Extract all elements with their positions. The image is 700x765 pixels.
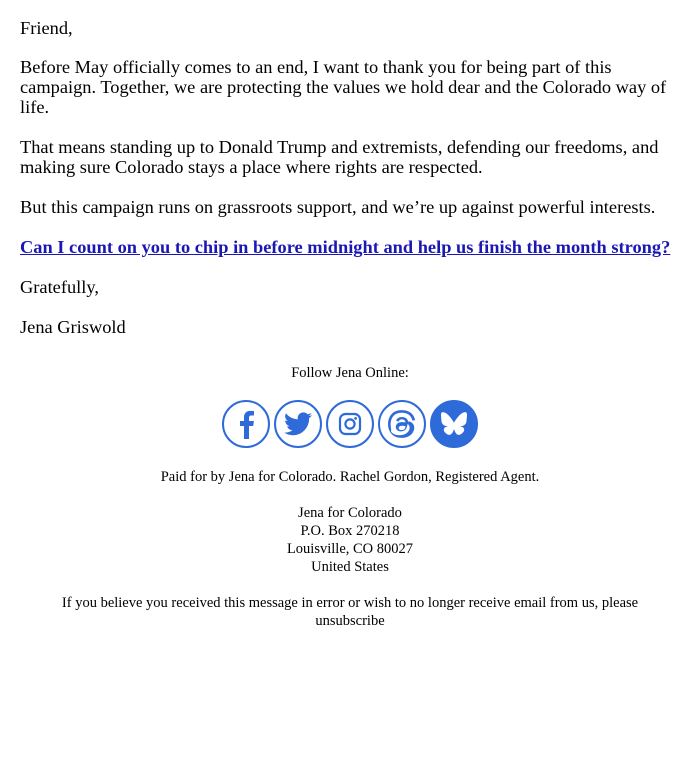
unsubscribe-notice[interactable]: If you believe you received this message in error or wish to no longer receive email from us, please unsubscribe bbox=[61, 595, 639, 629]
threads-icon bbox=[388, 409, 416, 439]
facebook-link[interactable] bbox=[222, 400, 270, 448]
twitter-link[interactable] bbox=[274, 400, 322, 448]
paragraph-thanks: Before May officially comes to an end, I want to thank you for being part of this campaign. Together, we are protecting the values we hold dear and the Colorado way of life. bbox=[20, 57, 667, 117]
follow-label: Follow Jena Online: bbox=[291, 365, 409, 381]
facebook-icon bbox=[235, 409, 257, 439]
instagram-icon bbox=[338, 412, 362, 436]
mailing-address bbox=[0, 504, 700, 576]
threads-link[interactable] bbox=[378, 400, 426, 448]
address-city: Louisville, CO 80027 bbox=[286, 541, 414, 557]
bluesky-link[interactable] bbox=[430, 400, 478, 448]
instagram-link[interactable] bbox=[326, 400, 374, 448]
address-po-box: P.O. Box 270218 bbox=[300, 523, 400, 539]
social-links bbox=[0, 400, 700, 448]
signature: Jena Griswold bbox=[20, 317, 126, 337]
greeting: Friend, bbox=[20, 18, 73, 38]
paid-for-disclaimer: Paid for by Jena for Colorado. Rachel Gordon, Registered Agent. bbox=[160, 469, 540, 485]
closing: Gratefully, bbox=[20, 277, 99, 297]
donate-link[interactable]: Can I count on you to chip in before midnight and help us finish the month strong? bbox=[20, 237, 671, 257]
twitter-icon bbox=[284, 412, 312, 436]
paragraph-grassroots: But this campaign runs on grassroots support, and we’re up against powerful interests. bbox=[20, 197, 656, 217]
cta-paragraph bbox=[20, 237, 680, 257]
address-org: Jena for Colorado bbox=[298, 505, 402, 521]
address-country: United States bbox=[311, 559, 389, 575]
paragraph-values: That means standing up to Donald Trump and extremists, defending our freedoms, and making sure Colorado stays a place where rights are respected. bbox=[20, 137, 659, 177]
email-footer bbox=[0, 364, 700, 630]
bluesky-icon bbox=[441, 412, 467, 436]
email-body bbox=[0, 0, 700, 337]
